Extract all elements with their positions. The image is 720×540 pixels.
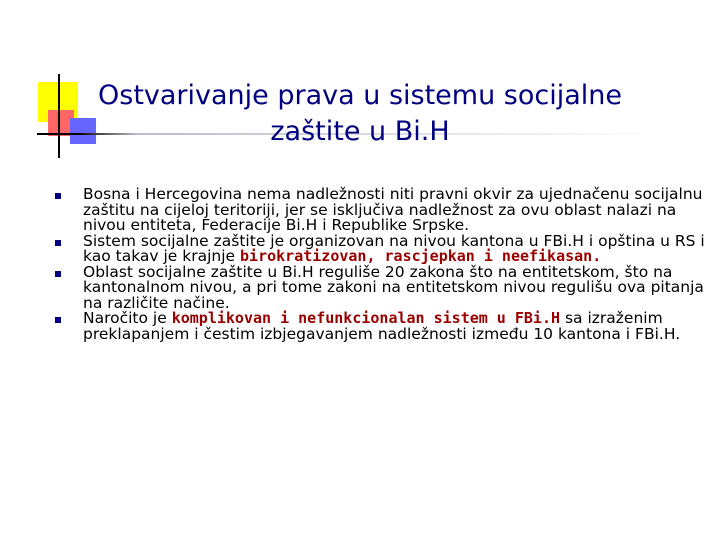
bullet-text: Naročito je (83, 309, 172, 327)
bullet-square-icon (55, 271, 61, 277)
bullet-item (55, 262, 710, 312)
bullet-text: Oblast socijalne zaštite u Bi.H reguliše 20 zakona što na entitetskom, što na kantonalnom nivou, a pri tome zakoni na entitetskom nivou regulišu ova pitanja na različite načine. (83, 262, 704, 312)
slide-title-line-2: zaštite u Bi.H (270, 116, 450, 147)
bullet-square-icon (55, 317, 61, 323)
bullet-highlight: birokratizovan, rascjepkan i neefikasan. (240, 247, 602, 265)
bullet-square-icon (55, 240, 61, 246)
bullet-text-continued: sa izraženim preklapanjem i čestim izbjegavanjem nadležnosti između 10 kantona i FBi.H. (83, 309, 681, 343)
bullet-item (55, 187, 710, 234)
slide-title-line-1: Ostvarivanje prava u sistemu socijalne (98, 80, 622, 111)
slide-title (40, 78, 680, 150)
bullet-square-icon (55, 193, 61, 199)
bullet-text: Bosna i Hercegovina nema nadležnosti niti pravni okvir za ujednačenu socijalnu zaštitu na cijeloj teritoriji, jer se isključiva nadležnost za ovu oblast nalazi na nivou entiteta, Federacije Bi.H i Republike Srpske. (83, 185, 703, 234)
bullet-text: Sistem socijalne zaštite je organizovan na nivou kantona u FBi.H i opština u RS i kao takav je krajnje (83, 231, 705, 265)
bullet-highlight: komplikovan i nefunkcionalan sistem u FBi.H (171, 309, 561, 327)
bullet-list (55, 187, 710, 342)
bullet-item (55, 231, 710, 265)
bullet-item (55, 311, 710, 342)
